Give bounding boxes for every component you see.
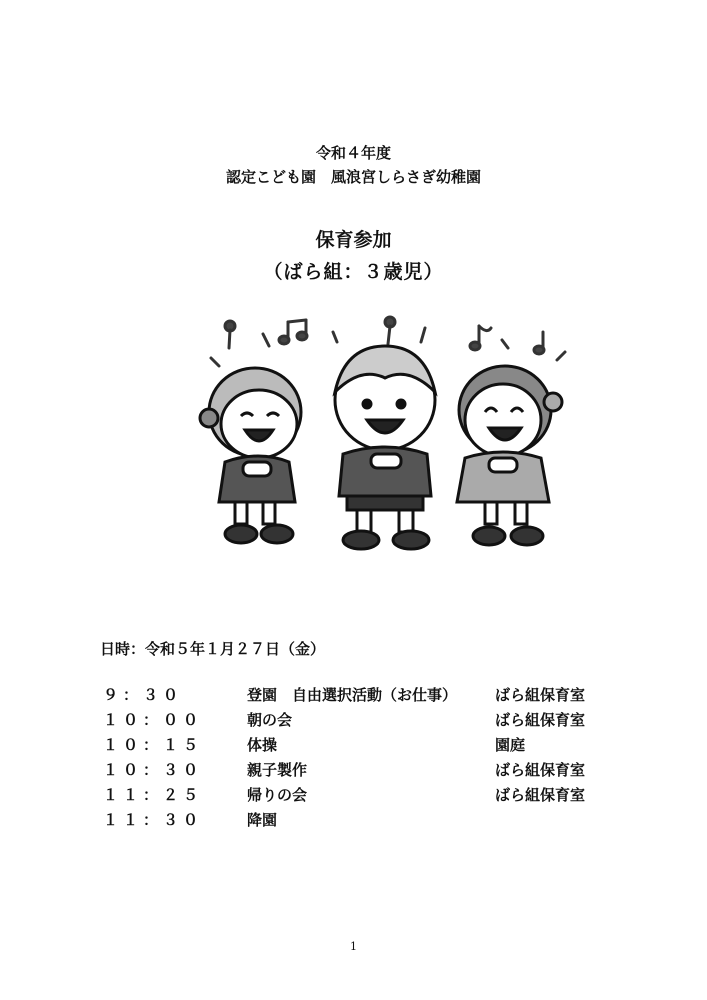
header-school-name: 認定こども園 風浪宮しらさぎ幼稚園 bbox=[225, 168, 481, 186]
schedule-place: ばら組保育室 bbox=[495, 761, 586, 779]
schedule-activity: 体操 bbox=[247, 736, 278, 754]
page-title: 保育参加 bbox=[315, 229, 392, 251]
child-right bbox=[457, 366, 562, 545]
schedule-activity: 登園 自由選択活動（お仕事） bbox=[247, 686, 458, 704]
schedule-time: １０：００ bbox=[103, 711, 204, 729]
schedule-activity: 朝の会 bbox=[247, 711, 293, 729]
child-left bbox=[200, 368, 301, 543]
schedule-table bbox=[100, 684, 620, 834]
header-year: 令和４年度 bbox=[315, 144, 391, 162]
schedule-row bbox=[100, 809, 620, 834]
schedule-time: ９：３０ bbox=[103, 686, 184, 704]
schedule-row bbox=[100, 734, 620, 759]
schedule-time: １０：１５ bbox=[103, 736, 204, 754]
schedule-row bbox=[100, 784, 620, 809]
schedule-time: １０：３０ bbox=[103, 761, 204, 779]
schedule-row bbox=[100, 709, 620, 734]
schedule-activity: 帰りの会 bbox=[247, 786, 308, 804]
schedule-time: １１：２５ bbox=[103, 786, 204, 804]
schedule-time: １１：３０ bbox=[103, 811, 204, 829]
schedule-place: 園庭 bbox=[495, 736, 526, 754]
schedule-activity: 親子製作 bbox=[247, 761, 308, 779]
schedule-row bbox=[100, 759, 620, 784]
schedule-place: ばら組保育室 bbox=[495, 711, 586, 729]
page-number: 1 bbox=[350, 940, 357, 953]
schedule-place: ばら組保育室 bbox=[495, 786, 586, 804]
page-subtitle: （ばら組：３歳児） bbox=[263, 261, 444, 283]
singing-children-illustration bbox=[185, 312, 585, 562]
schedule-place: ばら組保育室 bbox=[495, 686, 586, 704]
schedule-row bbox=[100, 684, 620, 709]
schedule-activity: 降園 bbox=[247, 811, 278, 829]
event-date: 日時：令和５年１月２７日（金） bbox=[100, 640, 326, 658]
child-center bbox=[335, 346, 435, 549]
